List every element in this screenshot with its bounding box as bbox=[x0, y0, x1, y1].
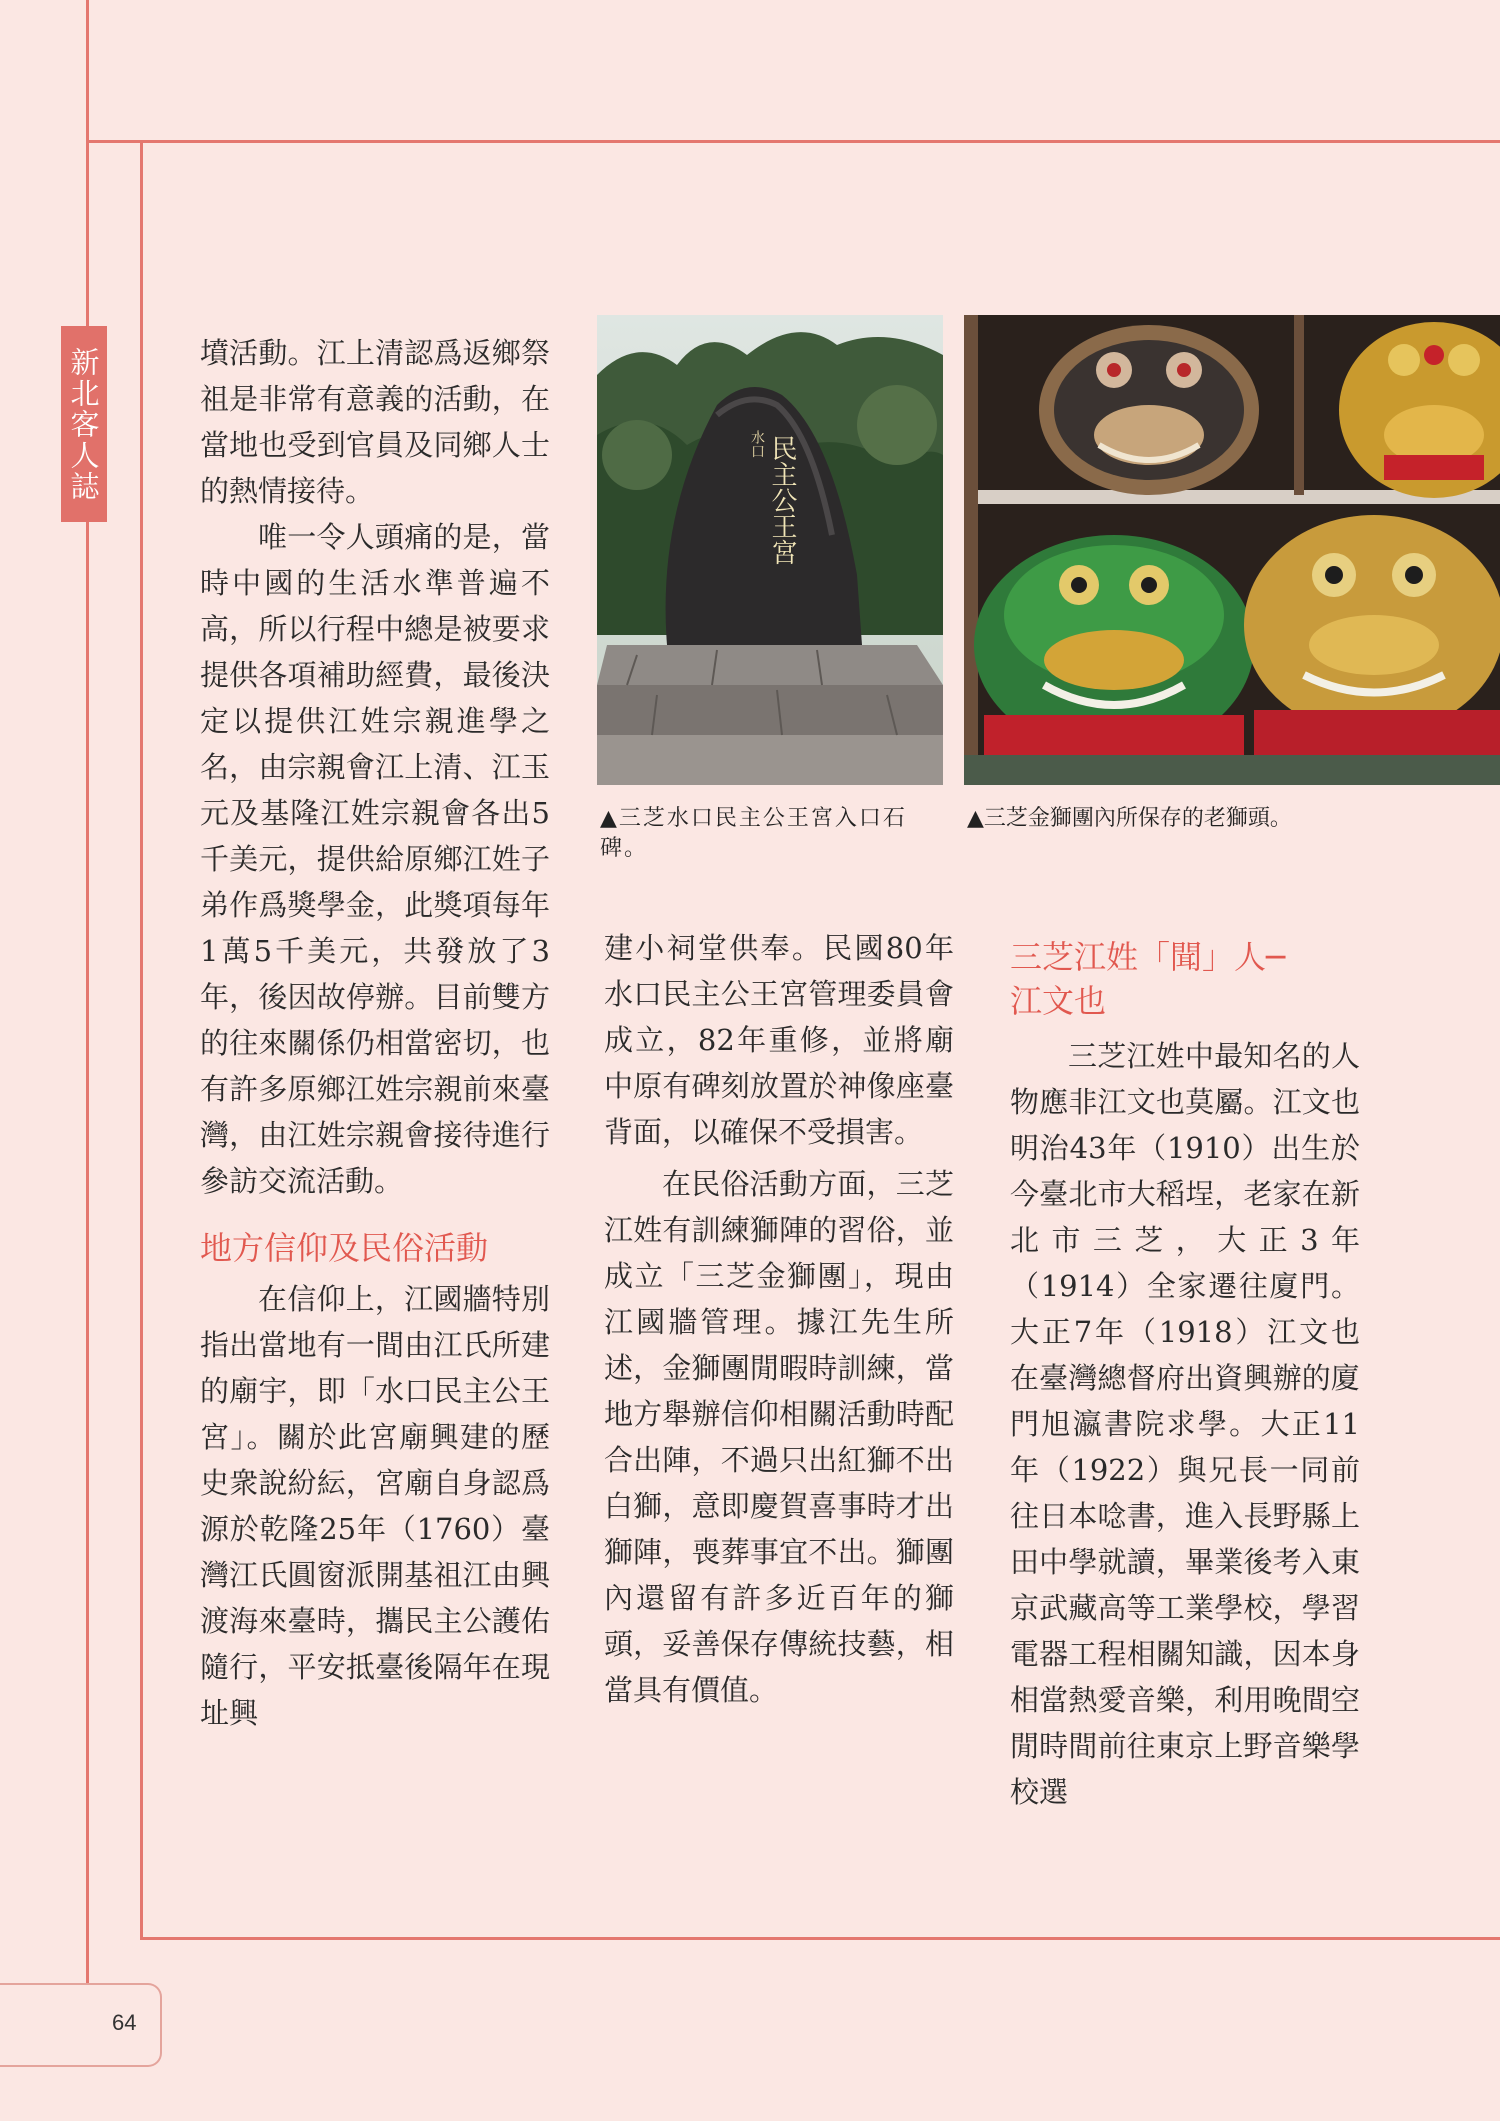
col1-paragraph-1: 墳活動。江上清認爲返鄉祭祖是非常有意義的活動，在當地也受到官員及同鄉人士的熱情接待。 bbox=[200, 336, 550, 508]
col3-section-heading-line-2: 江文也 bbox=[1010, 982, 1107, 1020]
col2-paragraph-1: 建小祠堂供奉。民國80年水口民主公王宮管理委員會成立，82年重修，並將廟中原有碑刻放置於神像座臺背面，以確保不受損害。 bbox=[604, 931, 954, 1149]
col3-paragraph-1: 三芝江姓中最知名的人物應非江文也莫屬。江文也明治43年（1910）出生於今臺北市大稻埕，老家在新北市三芝，大正3年（1914）全家遷往廈門。大正7年（1918）江文也在臺灣總督府出資興辦的廈門旭瀛書院求學。大正11年（1922）與兄長一同前往日本唸書，進入長野縣上田中學就讀，畢業後考入東京武藏高等工業學校，學習電器工程相關知識，因本身相當熱愛音樂，利用晚間空閒時間前往東京上野音樂學校選 bbox=[1010, 1039, 1360, 1809]
photo-lion-heads bbox=[964, 315, 1500, 785]
column-2 bbox=[604, 925, 954, 1713]
stele-small-text: 水口 bbox=[749, 430, 765, 458]
page-number: 64 bbox=[112, 2010, 137, 2035]
col1-paragraph-2: 唯一令人頭痛的是，當時中國的生活水準普遍不高，所以行程中總是被要求提供各項補助經費，最後決定以提供江姓宗親進學之名，由宗親會江上清、江玉元及基隆江姓宗親會各出5千美元，提供給原鄉江姓子弟作爲獎學金，此獎項每年1萬5千美元，共發放了3年，後因故停辦。目前雙方的往來關係仍相當密切，也有許多原鄉江姓宗親前來臺灣，由江姓宗親會接待進行參訪交流活動。 bbox=[200, 520, 550, 1198]
photo-stele bbox=[597, 315, 943, 785]
photo-lion-heads-caption: ▲三芝金獅團內所保存的老獅頭。 bbox=[967, 806, 1292, 831]
col1-section-heading: 地方信仰及民俗活動 bbox=[200, 1229, 489, 1267]
stele-illustration bbox=[597, 315, 943, 785]
stele-main-text: 民主公王宮 bbox=[767, 435, 797, 565]
col1-paragraph-3: 在信仰上，江國牆特別指出當地有一間由江氏所建的廟宇，即「水口民主公王宮」。關於此宮廟興建的歷史衆說紛紜，宮廟自身認爲源於乾隆25年（1760）臺灣江氏圓窗派開基祖江由興渡海來臺時，攜民主公護佑隨行，平安抵臺後隔年在現址興 bbox=[200, 1282, 550, 1730]
left-vertical-rule bbox=[86, 0, 89, 330]
top-horizontal-rule bbox=[86, 140, 143, 143]
col2-paragraph-2: 在民俗活動方面，三芝江姓有訓練獅陣的習俗，並成立「三芝金獅團」，現由江國牆管理。據江先生所述，金獅團閒暇時訓練，當地方舉辦信仰相關活動時配合出陣，不過只出紅獅不出白獅，意即慶賀喜事時才出獅陣，喪葬事宜不出。獅團內還留有許多近百年的獅頭，妥善保存傳統技藝，相當具有價值。 bbox=[604, 1167, 954, 1707]
section-tab: 新北客人誌 bbox=[61, 326, 107, 522]
lion-heads-illustration bbox=[964, 315, 1500, 785]
page-number-frame bbox=[0, 1983, 162, 2067]
photo-stele-caption: ▲三芝水口民主公王宮入口石碑。 bbox=[600, 806, 907, 861]
left-vertical-rule-lower bbox=[86, 520, 89, 1985]
col3-section-heading-line-1: 三芝江姓「聞」人─ bbox=[1010, 938, 1286, 976]
column-3 bbox=[1010, 935, 1360, 1815]
column-1 bbox=[200, 330, 550, 1736]
